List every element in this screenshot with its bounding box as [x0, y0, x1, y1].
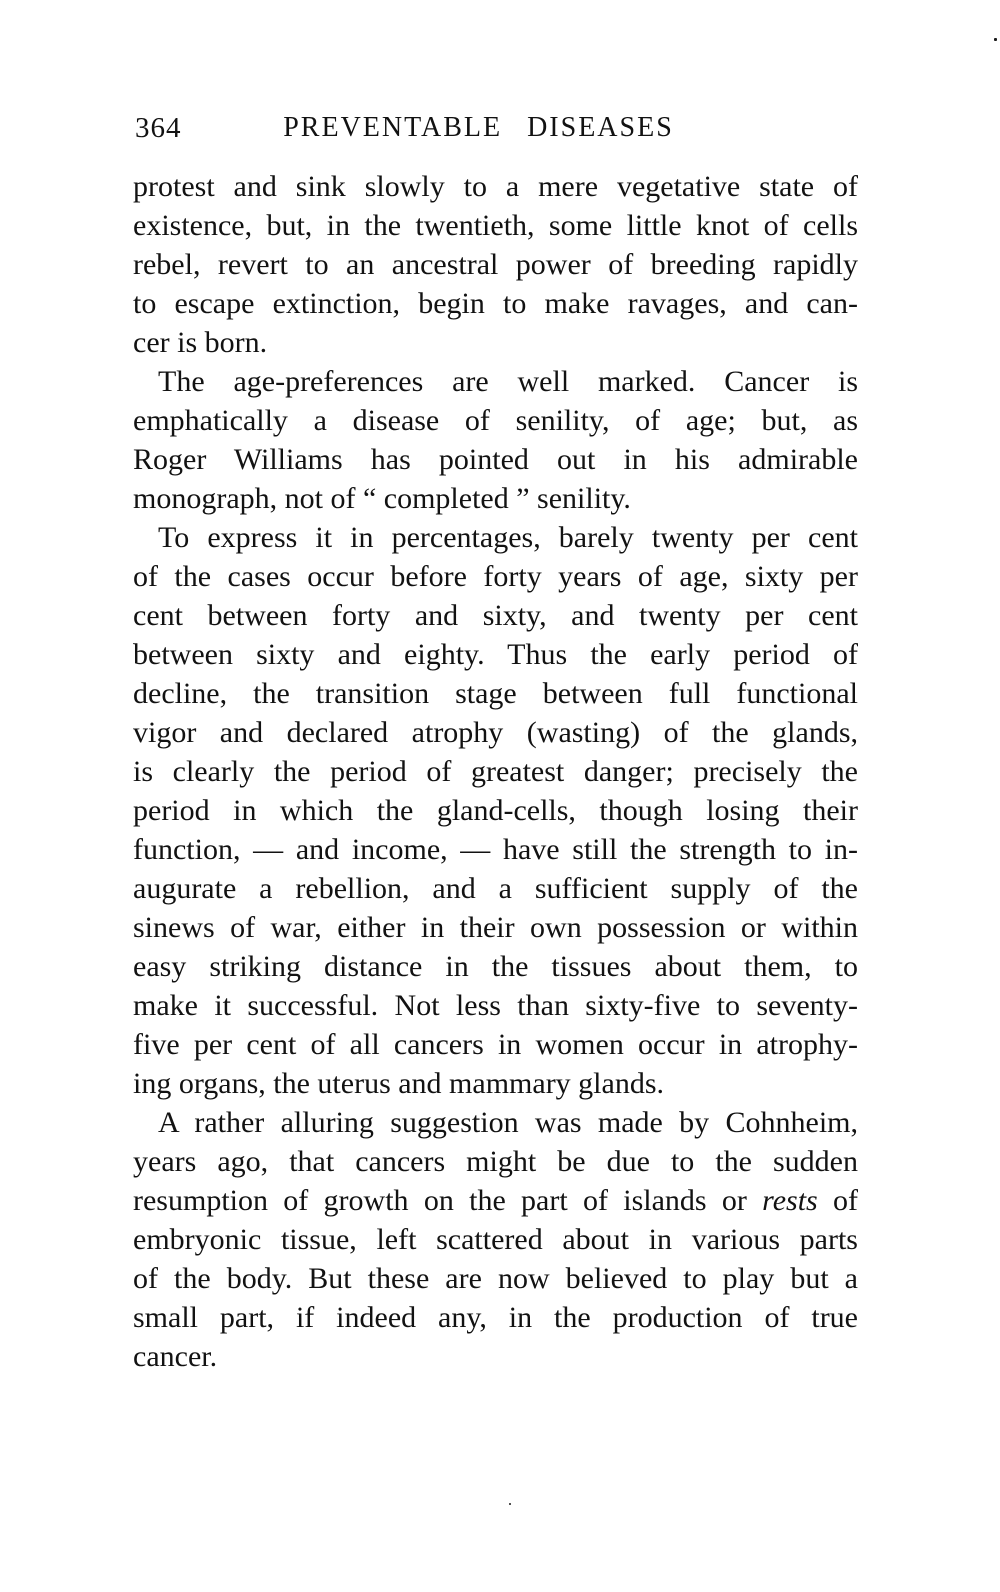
text-line: sinews of war, either in their own possession or within [133, 911, 858, 944]
text-line: of the body. But these are now believed to play but a [133, 1262, 858, 1295]
text-line: rebel, revert to an ancestral power of breeding rapidly [133, 248, 858, 281]
page-number: 364 [135, 112, 182, 144]
text-line: cent between forty and sixty, and twenty per cent [133, 599, 858, 632]
text-line: The age-preferences are well marked. Cancer is [158, 365, 858, 398]
text-line: cancer. [133, 1340, 218, 1373]
text-line: small part, if indeed any, in the production of true [133, 1301, 858, 1334]
text-line: is clearly the period of greatest danger; precisely the [133, 755, 858, 788]
text-line: decline, the transition stage between full functional [133, 677, 858, 710]
text-line: five per cent of all cancers in women occur in atrophy- [133, 1028, 858, 1061]
text-line: embryonic tissue, left scattered about in various parts [133, 1223, 858, 1256]
text-line: to escape extinction, begin to make ravages, and can- [133, 287, 858, 320]
scan-speck [994, 38, 997, 41]
text-line: To express it in percentages, barely twenty per cent [158, 521, 858, 554]
scan-speck [509, 1503, 511, 1505]
text-line: existence, but, in the twentieth, some little knot of cells [133, 209, 858, 242]
text-line: between sixty and eighty. Thus the early period of [133, 638, 858, 671]
text-line: function, — and income, — have still the strength to in- [133, 833, 858, 866]
text-line: years ago, that cancers might be due to the sudden [133, 1145, 858, 1178]
text-line: make it successful. Not less than sixty-five to seventy- [133, 989, 858, 1022]
page-header [133, 110, 858, 148]
text-line: of the cases occur before forty years of age, sixty per [133, 560, 858, 593]
text-line: cer is born. [133, 326, 268, 359]
running-header-title: PREVENTABLE DISEASES [283, 112, 674, 143]
text-line: monograph, not of “ completed ” senility. [133, 482, 631, 515]
text-line: Roger Williams has pointed out in his admirable [133, 443, 858, 476]
text-line: augurate a rebellion, and a sufficient supply of the [133, 872, 858, 905]
text-line: ing organs, the uterus and mammary glands. [133, 1067, 665, 1100]
text-line: protest and sink slowly to a mere vegetative state of [133, 170, 858, 203]
body-text [133, 167, 858, 1376]
text-line: A rather alluring suggestion was made by Cohnheim, [158, 1106, 858, 1139]
text-line: period in which the gland-cells, though losing their [133, 794, 858, 827]
text-line: vigor and declared atrophy (wasting) of the glands, [133, 716, 858, 749]
text-line: easy striking distance in the tissues about them, to [133, 950, 858, 983]
text-line: emphatically a disease of senility, of age; but, as [133, 404, 858, 437]
text-line: resumption of growth on the part of islands or rests of [133, 1184, 858, 1217]
